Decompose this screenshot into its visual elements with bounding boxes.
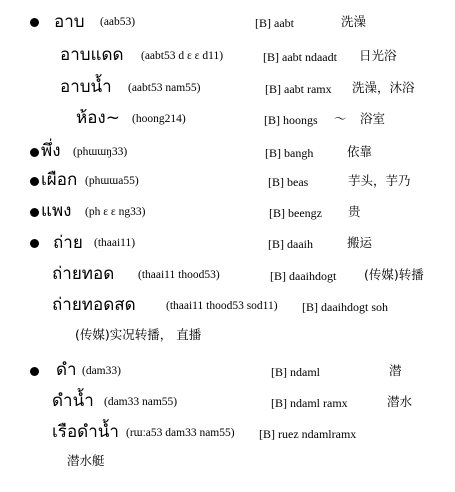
entry-0-thai: อาบ	[54, 12, 85, 32]
entry-4-pron: (phɯɯŋ33)	[73, 146, 128, 158]
entry-2-gloss: 洗澡，沐浴	[352, 80, 415, 95]
entry-9-gloss: (传媒)实况转播， 直播	[75, 327, 202, 342]
entry-7-thai: ถ่าย	[53, 233, 83, 253]
entry-8-thai: ถ่ายทอด	[52, 264, 115, 284]
entry-7-gloss: 搬运	[347, 235, 373, 250]
entry-2-pron: (aabt53 nam55)	[128, 82, 201, 94]
entry-12-thai: เรือดำน้ำ	[52, 422, 119, 442]
entry-0-gloss: 洗澡	[341, 14, 367, 29]
entry-4-gloss: 依靠	[347, 144, 373, 159]
entry-8-gloss: (传媒)转播	[364, 267, 424, 282]
entry-2-code: [B] aabt ramx	[265, 82, 332, 96]
entry-4-thai: พึ่ง	[41, 141, 61, 161]
entry-8-code: [B] daaihdogt	[270, 269, 337, 283]
entry-11-gloss: 潜水	[387, 394, 413, 409]
entry-1-pron: (aabt53 d ɛ ɛ d11)	[141, 50, 224, 62]
entry-3-thai: ห้อง~	[76, 108, 120, 128]
entry-6-code: [B] beengz	[269, 206, 322, 220]
entry-10-thai: ดำ	[56, 360, 77, 380]
entry-10-pron: (dam33)	[82, 365, 121, 377]
entry-5-thai: เผือก	[41, 170, 78, 190]
bullet-icon	[30, 148, 39, 157]
entry-11-thai: ดำน้ำ	[52, 391, 94, 411]
bullet-icon	[30, 208, 39, 217]
entry-7-code: [B] daaih	[268, 237, 313, 251]
bullet-icon	[30, 367, 39, 376]
entry-6-gloss: 贵	[348, 204, 361, 219]
entry-8-pron: (thaai11 thood53)	[138, 269, 220, 281]
entry-3-gloss: 浴室	[360, 111, 386, 126]
bullet-icon	[30, 239, 39, 248]
entry-10-gloss: 潜	[389, 363, 402, 378]
entry-5-pron: (phɯɯa55)	[85, 175, 139, 187]
entry-2-thai: อาบน้ำ	[60, 77, 112, 97]
entry-5-code: [B] beas	[268, 175, 309, 189]
entry-6-pron: (ph ɛ ɛ ng33)	[85, 206, 146, 218]
entry-3-tilde: ～	[334, 111, 347, 126]
entry-9-pron: (thaai11 thood53 sod11)	[166, 300, 278, 312]
entry-12-code: [B] ruez ndamlramx	[259, 427, 357, 441]
entry-1-gloss: 日光浴	[359, 48, 397, 63]
entry-4-code: [B] bangh	[265, 146, 314, 160]
entry-9-thai: ถ่ายทอดสด	[52, 295, 136, 315]
bullet-icon	[30, 18, 39, 27]
entry-1-code: [B] aabt ndaadt	[263, 50, 337, 64]
bullet-icon	[30, 177, 39, 186]
entry-3-pron: (hoong214)	[132, 113, 186, 125]
entry-1-thai: อาบแดด	[60, 45, 124, 65]
entry-0-code: [B] aabt	[255, 16, 294, 30]
entry-11-pron: (dam33 nam55)	[104, 396, 178, 408]
entry-12-pron: (rɯːa53 dam33 nam55)	[126, 427, 235, 439]
entry-9-code: [B] daaihdogt soh	[302, 300, 388, 314]
entry-3-code: [B] hoongs	[264, 113, 318, 127]
entry-6-thai: แพง	[41, 201, 72, 221]
entry-0-pron: (aab53)	[100, 16, 136, 28]
entry-11-code: [B] ndaml ramx	[271, 396, 348, 410]
entry-5-gloss: 芋头，芋乃	[348, 173, 411, 188]
entry-7-pron: (thaai11)	[94, 237, 136, 249]
entry-10-code: [B] ndaml	[271, 365, 320, 379]
entry-12-gloss: 潜水艇	[67, 453, 105, 468]
